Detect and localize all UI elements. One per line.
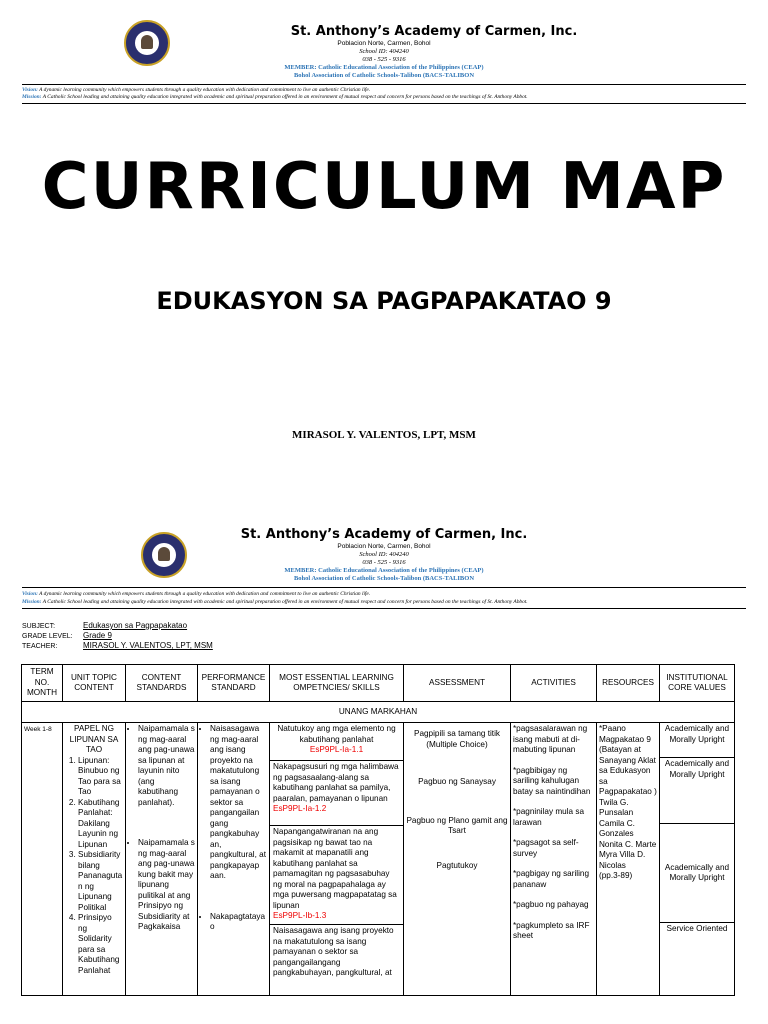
core-value: Service Oriented <box>666 924 728 933</box>
melc-item: Nakapagsusuri ng mga halimbawa ng pagsasaalang-alang sa kabutihang panlahat sa pamilya, paaralan, pamayanan o lipunan EsP9PL-Ia-1.2 <box>270 761 403 826</box>
list-item: • Naipamamala s ng mag-aaral ang pag-unawa kung bakit may lipunang pulitikal at ang Prinsipyo ng Subsidiarity at Pagkakaisa <box>138 838 195 933</box>
unit-topic-list <box>65 756 123 977</box>
header-core-values: INSTITUTIONAL CORE VALUES <box>660 665 735 702</box>
melc-item: Natutukoy ang mga elemento ng kabutihang panlahat EsP9PL-Ia-1.1 <box>270 723 403 761</box>
table-header-row <box>22 665 735 702</box>
header-rule-bottom <box>22 103 746 104</box>
unit-cell <box>63 723 126 996</box>
melc-item: Naisasagawa ang isang proyekto na makatutulong sa isang pamayanan o sektor sa pangangailangang pangkabuhayan, pangkultural, at <box>273 926 394 977</box>
activity-item: *pagbigay ng sariling pananaw <box>513 869 590 889</box>
teacher-info: TEACHER: MIRASOL Y. VALENTOS, LPT, MSM <box>22 641 213 650</box>
vision-line: Vision: A dynamic learning community which empowers students through a quality education with dedication and commitment to live an authentic Christian life. <box>22 591 371 597</box>
school-address: Poblacion Norte, Carmen, Bohol <box>337 40 431 47</box>
table-row <box>22 723 735 996</box>
header-rule-bottom <box>22 608 746 609</box>
assessment-cell <box>404 723 511 996</box>
list-item: 4. Prinsipyo ng Solidarity para sa Kabutihang Panlahat <box>78 913 123 976</box>
term-cell: Week 1-8 <box>22 723 63 996</box>
list-item: • Nakapagtataya o <box>210 912 267 933</box>
header-rule <box>22 587 746 588</box>
school-phone: 038 - 525 - 9316 <box>362 56 406 63</box>
school-name: St. Anthony’s Academy of Carmen, Inc. <box>290 24 578 39</box>
membership-bacs: Bohol Association of Catholic Schools-Talibon (BACS-TALIBON <box>293 72 475 79</box>
list-item: 3. Subsidiarity bilang Pananaguta n ng Lipunang Politikal <box>78 850 123 913</box>
assessment-item: Pagbuo ng Plano gamit ang Tsart <box>406 815 508 835</box>
core-value: Academically and Morally Upright <box>660 758 734 824</box>
header-resources: RESOURCES <box>597 665 660 702</box>
header-melc: MOST ESSENTIAL LEARNING OMPETNCIES/ SKILLS <box>270 665 404 702</box>
header-content-standards: CONTENT STANDARDS <box>126 665 198 702</box>
school-id: School ID: 404240 <box>359 48 409 55</box>
core-value: Academically and Morally Upright <box>660 723 734 758</box>
page-title: CURRICULUM MAP <box>41 150 727 224</box>
melc-cell <box>270 723 404 996</box>
content-standards-list <box>128 724 195 933</box>
performance-cell <box>198 723 270 996</box>
mission-line: Mission: A Catholic School leading and attaining quality education integrated with academic and spiritual preparation offered in an environment of mutual respect and concern for persons based on the teachings of St. Anthony Abbot. <box>22 94 528 100</box>
activity-item: *pagninilay mula sa larawan <box>513 807 585 827</box>
assessment-item: Pagbuo ng Sanaysay <box>418 777 496 786</box>
activity-item: *pagbuo ng pahayag <box>513 900 589 909</box>
melc-item: Napangangatwiranan na ang pagsisikap ng bawat tao na makamit at mapanatili ang kabutihang panlahat sa pamamagitan ng pagsasabuhay ng moral na pagpapahalaga ay mga puwersang magpapatatag sa lipunan EsP9PL-Ib-1.3 <box>270 826 403 925</box>
header-activities: ACTIVITIES <box>511 665 597 702</box>
school-address: Poblacion Norte, Carmen, Bohol <box>337 543 431 550</box>
header-term: TERM NO. MONTH <box>22 665 63 702</box>
quarter-row <box>22 702 735 723</box>
activities-cell <box>511 723 597 996</box>
subject-title: EDUKASYON SA PAGPAPAKATAO 9 <box>156 287 612 315</box>
quarter-label: UNANG MARKAHAN <box>22 702 735 723</box>
header-unit: UNIT TOPIC CONTENT <box>63 665 126 702</box>
teacher-name: MIRASOL Y. VALENTOS, LPT, MSM <box>292 429 476 441</box>
header-rule <box>22 84 746 85</box>
list-item: 2. Kabutihang Panlahat: Dakilang Layunin ng Lipunan <box>78 798 123 851</box>
membership-bacs: Bohol Association of Catholic Schools-Talibon (BACS-TALIBON <box>293 575 475 582</box>
vision-line: Vision: A dynamic learning community which empowers students through a quality education with dedication and commitment to live an authentic Christian life. <box>22 87 371 93</box>
curriculum-table <box>21 664 735 996</box>
content-standards-cell <box>126 723 198 996</box>
activity-item: *pagsasalarawan ng isang mabuti at di-mabuting lipunan <box>513 724 588 754</box>
grade-info: GRADE LEVEL: Grade 9 <box>22 631 112 640</box>
header-assessment: ASSESSMENT <box>404 665 511 702</box>
assessment-item: Pagtutukoy <box>436 860 478 870</box>
activity-item: *pagbibigay ng sariling kahulugan batay sa naintindihan <box>513 765 591 796</box>
school-id: School ID: 404240 <box>359 551 409 558</box>
activity-item: *pagsagot sa self-survey <box>513 838 579 858</box>
membership-ceap: MEMBER: Catholic Educational Association of the Philippines (CEAP) <box>284 64 484 71</box>
core-values-cell <box>660 723 735 996</box>
school-phone: 038 - 525 - 9316 <box>362 559 406 566</box>
subject-info: SUBJECT: Edukasyon sa Pagpapakatao <box>22 621 188 630</box>
list-item: • Naisasagawa ng mag-aaral ang isang proyekto na makatutulong sa isang pamayanan o sektor sa pangangailan gang pangkabuhay an, pangkultural, at pangkapayap aan. <box>210 724 267 882</box>
core-value: Academically and Morally Upright <box>660 824 734 923</box>
list-item: 1. Lipunan: Binubuo ng Tao para sa Tao <box>78 756 123 798</box>
membership-ceap: MEMBER: Catholic Educational Association of the Philippines (CEAP) <box>284 567 484 574</box>
performance-list <box>200 724 267 933</box>
header-performance: PERFORMANCE STANDARD <box>198 665 270 702</box>
activity-item: *pagkumpleto sa IRF sheet <box>513 920 590 940</box>
unit-title: PAPEL NG LIPUNAN SA TAO <box>69 724 119 754</box>
assessment-item: Pagpipili sa tamang titik (Multiple Choice) <box>413 729 500 749</box>
school-name: St. Anthony’s Academy of Carmen, Inc. <box>240 527 528 542</box>
mission-line: Mission: A Catholic School leading and attaining quality education integrated with academic and spiritual preparation offered in an environment of mutual respect and concern for persons based on the teachings of St. Anthony Abbot. <box>22 599 528 605</box>
list-item: • Naipamamala s ng mag-aaral ang pag-unawa sa lipunan at layunin nito (ang kabutihang panlahat). <box>138 724 195 808</box>
resources-cell: *Paano Magpakatao 9 (Batayan at Sanayang Aklat sa Edukasyon sa Pagpapakatao ) Twila G. Punsalan Camila C. Gonzales Nonita C. Marte Myra Villa D. Nicolas (pp.3-89) <box>597 723 660 996</box>
